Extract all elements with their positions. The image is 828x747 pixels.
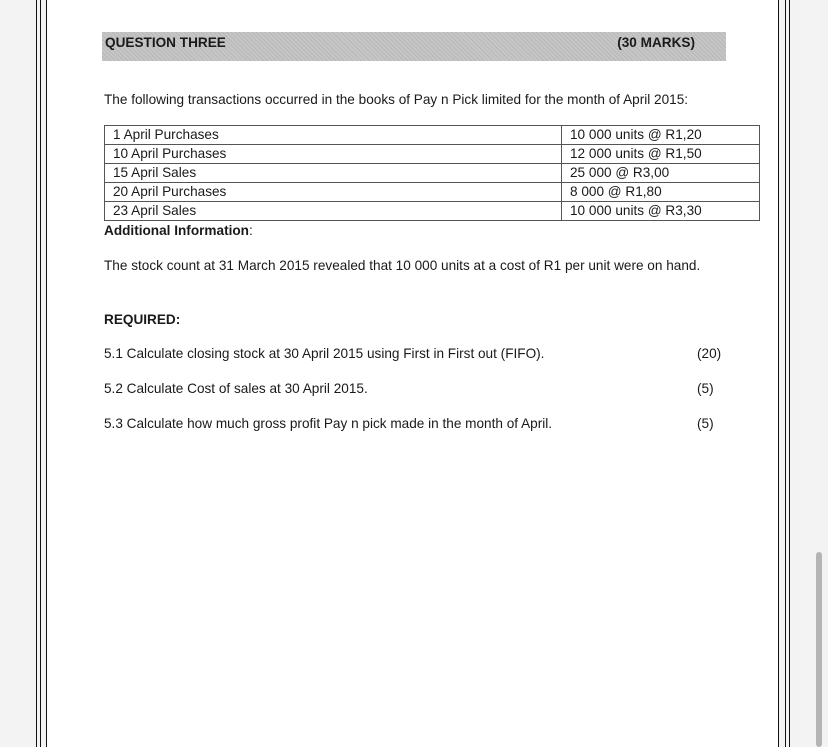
intro-text: The following transactions occurred in the books of Pay n Pick limited for the month of April 2015: xyxy=(104,92,689,107)
table-row xyxy=(105,202,760,221)
page-edge-right xyxy=(778,0,779,747)
scrollbar-thumb[interactable] xyxy=(816,552,822,747)
table-row xyxy=(105,183,760,202)
page-border-left-outer xyxy=(36,0,37,747)
required-heading: REQUIRED: xyxy=(104,312,181,327)
additional-info-colon: : xyxy=(249,223,253,238)
transaction-event: 20 April Purchases xyxy=(105,183,562,202)
table-row xyxy=(105,164,760,183)
transaction-detail: 10 000 units @ R1,20 xyxy=(562,126,760,145)
additional-info-text: The stock count at 31 March 2015 revealed that 10 000 units at a cost of R1 per unit were on hand. xyxy=(104,258,701,273)
page-edge-left xyxy=(46,0,47,747)
additional-info-heading: Additional Information xyxy=(104,223,249,238)
document-page xyxy=(46,0,778,747)
transaction-event: 10 April Purchases xyxy=(105,145,562,164)
question-header-bar xyxy=(102,32,726,61)
transaction-detail: 10 000 units @ R3,30 xyxy=(562,202,760,221)
question-marks: (30 MARKS) xyxy=(617,35,695,50)
transaction-event: 15 April Sales xyxy=(105,164,562,183)
required-item-marks: (20) xyxy=(697,346,722,361)
page-border-right-outer xyxy=(789,0,790,747)
table-row xyxy=(105,126,760,145)
required-item-marks: (5) xyxy=(697,381,714,396)
transaction-detail: 12 000 units @ R1,50 xyxy=(562,145,760,164)
question-title: QUESTION THREE xyxy=(105,35,226,50)
required-item-marks: (5) xyxy=(697,416,714,431)
additional-info-heading-line xyxy=(104,223,253,238)
page-border-right-inner xyxy=(785,0,786,747)
table-row xyxy=(105,145,760,164)
required-item-text: 5.2 Calculate Cost of sales at 30 April 2015. xyxy=(104,381,368,396)
transaction-detail: 8 000 @ R1,80 xyxy=(562,183,760,202)
transactions-table xyxy=(104,125,760,221)
required-item-text: 5.3 Calculate how much gross profit Pay n pick made in the month of April. xyxy=(104,416,553,431)
transaction-detail: 25 000 @ R3,00 xyxy=(562,164,760,183)
transaction-event: 1 April Purchases xyxy=(105,126,562,145)
transaction-event: 23 April Sales xyxy=(105,202,562,221)
page-border-left-inner xyxy=(40,0,41,747)
required-item-text: 5.1 Calculate closing stock at 30 April 2015 using First in First out (FIFO). xyxy=(104,346,545,361)
